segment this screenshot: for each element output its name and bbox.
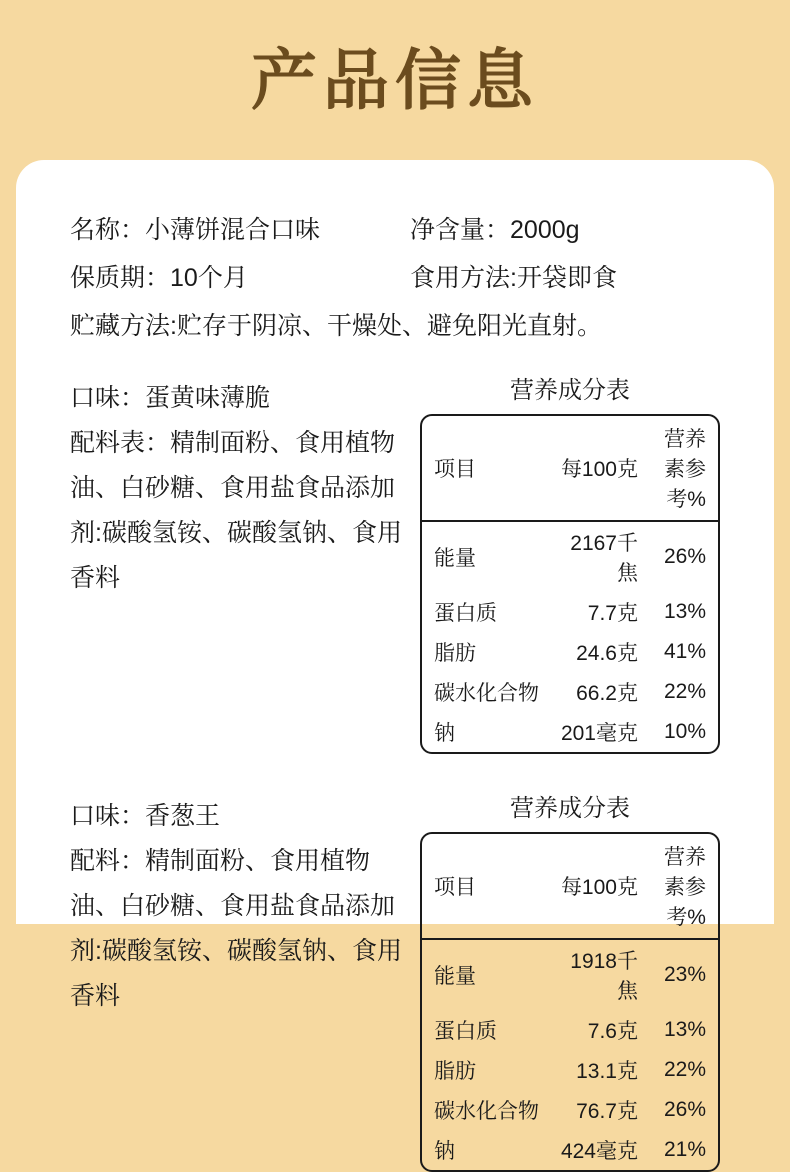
ingredients-block-1 xyxy=(70,421,410,601)
flavor-value-2: 香葱王 xyxy=(145,802,221,830)
nutrition-cell-amount: 13.1克 xyxy=(576,1060,638,1083)
nutrition-cell-name: 蛋白质 xyxy=(434,1020,497,1043)
nutrition-cell-nrv: 13% xyxy=(663,600,706,623)
nutrition-cell-name: 钠 xyxy=(434,722,455,745)
serving-method-label: 食用方法: xyxy=(410,264,517,292)
nutrition-table-1 xyxy=(420,414,720,754)
nutrition-header-nrv-1: 营养素参考% xyxy=(644,416,718,521)
table-row xyxy=(422,939,718,1010)
nutrition-cell-name: 碳水化合物 xyxy=(434,682,539,705)
nutrition-cell-nrv: 23% xyxy=(663,963,706,986)
nutrition-cell-nrv: 21% xyxy=(663,1138,706,1161)
table-row xyxy=(422,1010,718,1050)
serving-method-field xyxy=(410,254,720,302)
flavor-label-2: 口味： xyxy=(70,802,146,830)
flavor-line-1 xyxy=(70,376,410,421)
table-row xyxy=(422,712,718,752)
table-row xyxy=(422,632,718,672)
nutrition-cell-amount: 76.7克 xyxy=(576,1100,638,1123)
nutrition-header-item-1: 项目 xyxy=(422,416,546,521)
net-weight-value: 2000g xyxy=(510,216,580,244)
nutrition-cell-name: 脂肪 xyxy=(434,642,476,665)
shelf-life-label: 保质期： xyxy=(70,264,171,292)
flavor-value-1: 蛋黄味薄脆 xyxy=(145,384,271,412)
table-row xyxy=(422,672,718,712)
nutrition-title-1: 营养成分表 xyxy=(510,377,630,404)
net-weight-label: 净含量： xyxy=(410,216,511,244)
flavor-section-1 xyxy=(70,376,720,754)
nutrition-cell-amount: 7.6克 xyxy=(587,1020,638,1043)
nutrition-cell-amount: 7.7克 xyxy=(587,602,638,625)
nutrition-header-per100g-1: 每100克 xyxy=(546,416,644,521)
nutrition-cell-nrv: 26% xyxy=(663,1098,706,1121)
nutrition-table-2 xyxy=(420,832,720,1172)
storage-method-text: 贮藏方法:贮存于阴凉、干燥处、避免阳光直射。 xyxy=(70,312,602,340)
nutrition-cell-amount: 1918千焦 xyxy=(570,950,638,1003)
product-name-label: 名称： xyxy=(70,216,146,244)
nutrition-header-item-2: 项目 xyxy=(422,834,546,939)
nutrition-cell-nrv: 41% xyxy=(663,640,706,663)
table-row xyxy=(422,1090,718,1130)
nutrition-header-per100g-2: 每100克 xyxy=(546,834,644,939)
info-row xyxy=(70,254,720,302)
nutrition-cell-nrv: 10% xyxy=(663,720,706,743)
ingredients-label-1: 配料表： xyxy=(70,429,171,457)
nutrition-cell-amount: 201毫克 xyxy=(560,722,638,745)
nutrition-cell-nrv: 13% xyxy=(663,1018,706,1041)
nutrition-cell-name: 脂肪 xyxy=(434,1060,476,1083)
page-header xyxy=(0,0,790,160)
serving-method-value: 开袋即食 xyxy=(516,264,617,292)
table-row xyxy=(422,592,718,632)
nutrition-cell-amount: 2167千焦 xyxy=(570,532,638,585)
flavor-section-2 xyxy=(70,794,720,1172)
ingredients-block-2 xyxy=(70,839,410,1019)
flavor-line-2 xyxy=(70,794,410,839)
shelf-life-field xyxy=(70,254,410,302)
nutrition-cell-name: 能量 xyxy=(434,965,476,988)
nutrition-cell-amount: 66.2克 xyxy=(576,682,638,705)
nutrition-cell-name: 能量 xyxy=(434,547,476,570)
nutrition-cell-amount: 24.6克 xyxy=(576,642,638,665)
table-header-row xyxy=(422,834,718,939)
nutrition-cell-name: 蛋白质 xyxy=(434,602,497,625)
product-name-value: 小薄饼混合口味 xyxy=(145,216,321,244)
page-title: 产品信息 xyxy=(251,43,539,117)
ingredients-text-2: 精制面粉、食用植物油、白砂糖、食用盐食品添加剂:碳酸氢铵、碳酸氢钠、食用香料 xyxy=(70,847,402,1010)
net-weight-field xyxy=(410,206,720,254)
nutrition-cell-name: 碳水化合物 xyxy=(434,1100,539,1123)
nutrition-title-2: 营养成分表 xyxy=(510,795,630,822)
basic-info-block xyxy=(70,206,720,350)
info-card xyxy=(16,160,774,1163)
nutrition-cell-amount: 424毫克 xyxy=(560,1140,638,1163)
info-row xyxy=(70,206,720,254)
shelf-life-value: 10个月 xyxy=(170,264,248,292)
flavor-label-1: 口味： xyxy=(70,384,146,412)
nutrition-cell-name: 钠 xyxy=(434,1140,455,1163)
ingredients-text-1: 精制面粉、食用植物油、白砂糖、食用盐食品添加剂:碳酸氢铵、碳酸氢钠、食用香料 xyxy=(70,429,402,592)
table-row xyxy=(422,1130,718,1170)
table-row xyxy=(422,521,718,592)
nutrition-cell-nrv: 22% xyxy=(663,1058,706,1081)
product-name-field xyxy=(70,206,410,254)
nutrition-cell-nrv: 22% xyxy=(663,680,706,703)
ingredients-label-2: 配料： xyxy=(70,847,146,875)
table-row xyxy=(422,1050,718,1090)
nutrition-header-nrv-2: 营养素参考% xyxy=(644,834,718,939)
nutrition-cell-nrv: 26% xyxy=(663,545,706,568)
table-header-row xyxy=(422,416,718,521)
